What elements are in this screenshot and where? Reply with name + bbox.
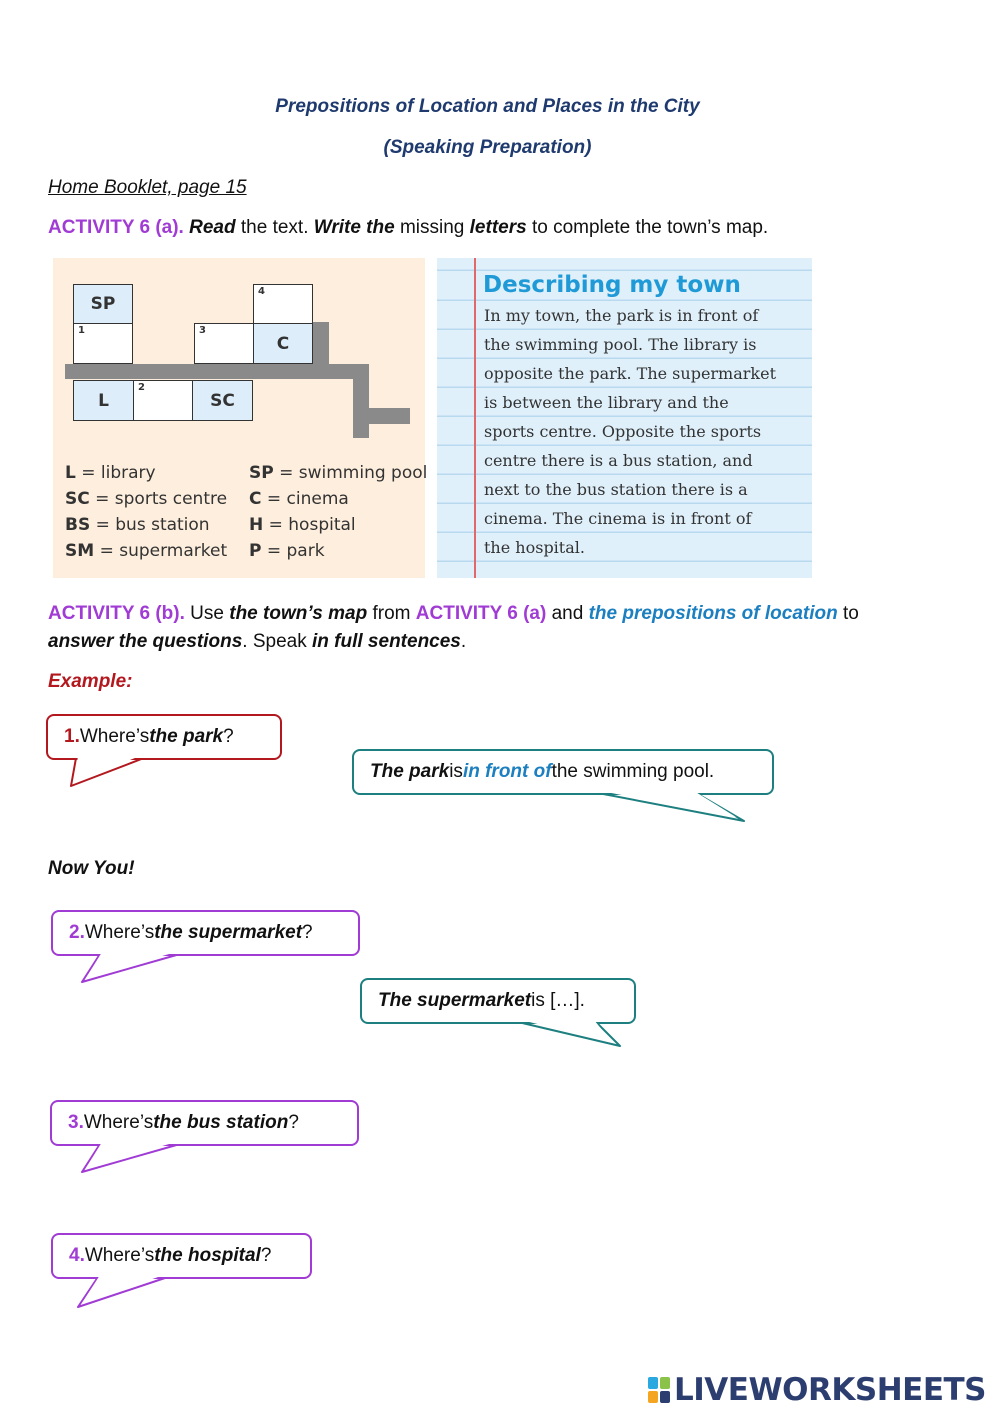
page-subtitle: (Speaking Preparation) <box>383 137 592 158</box>
liveworksheets-logo-text: LIVEWORKSHEETS <box>674 1372 986 1408</box>
map-box-1[interactable]: 1 <box>73 323 133 364</box>
notebook-line: is between the library and the <box>484 393 729 412</box>
map-road-connector <box>313 322 329 367</box>
notebook-title: Describing my town <box>483 272 741 298</box>
notebook-margin-line <box>474 258 476 578</box>
instr-write: Write the <box>313 217 395 238</box>
legend-h: H = hospital <box>249 515 356 535</box>
a2-bubble: The supermarket is […]. <box>360 978 636 1024</box>
map-box-3[interactable]: 3 <box>194 323 254 364</box>
a1-tail-overlay <box>596 791 756 825</box>
map-road-branch <box>353 408 410 424</box>
a2-tail-overlay <box>516 1020 626 1050</box>
activity-b-instructions-line2: answer the questions. Speak in full sentences. <box>48 631 467 652</box>
q1-bubble: 1. Where’s the park ? <box>46 714 282 760</box>
liveworksheets-logo <box>648 1372 986 1408</box>
map-box-2[interactable]: 2 <box>133 380 193 421</box>
notebook-line: the hospital. <box>484 538 585 557</box>
legend-p: P = park <box>249 541 325 561</box>
booklet-reference <box>48 177 247 199</box>
example-label: Example: <box>48 671 133 692</box>
notebook-line: centre there is a bus station, and <box>484 451 753 470</box>
map-box-4[interactable]: 4 <box>253 284 313 324</box>
notebook-line: sports centre. Opposite the sports <box>484 422 762 441</box>
q2-tail-overlay <box>80 952 190 988</box>
notebook-text <box>437 258 812 578</box>
instr-read: Read <box>189 217 236 238</box>
booklet-text: Home Booklet, page 15 <box>48 177 247 198</box>
legend-l: L = library <box>65 463 156 483</box>
activity-a-instructions <box>48 217 768 239</box>
q2-bubble: 2. Where’s the supermarket ? <box>51 910 360 956</box>
legend-sm: SM = supermarket <box>65 541 228 561</box>
map-box-sports-centre: SC <box>192 380 253 421</box>
instr-text-1: the text. <box>235 217 314 238</box>
map-box-library: L <box>73 380 134 421</box>
notebook-line: the swimming pool. The library is <box>484 335 757 354</box>
activity-b-label: ACTIVITY 6 (b). <box>48 603 185 624</box>
activity-b-instructions-line1: ACTIVITY 6 (b). Use the town’s map from ACTIVITY 6 (a) and the prepositions of location to <box>48 603 859 624</box>
map-box-cinema: C <box>253 323 313 364</box>
instr-text-2: missing <box>394 217 470 238</box>
map-box-swimming-pool: SP <box>73 284 133 324</box>
page-title: Prepositions of Location and Places in the City <box>275 96 700 117</box>
notebook-line: cinema. The cinema is in front of <box>484 509 752 528</box>
q4-bubble: 4. Where’s the hospital ? <box>51 1233 312 1279</box>
town-map <box>53 258 428 578</box>
notebook-line: next to the bus station there is a <box>484 480 748 499</box>
legend-bs: BS = bus station <box>65 515 210 535</box>
activity-a-label: ACTIVITY 6 (a). <box>48 217 184 238</box>
activity-a-reference: ACTIVITY 6 (a) <box>415 603 547 624</box>
instr-letters: letters <box>469 217 527 238</box>
legend-sp: SP = swimming pool <box>249 463 428 483</box>
q4-tail-overlay <box>76 1275 176 1311</box>
q1-tail-overlay <box>66 756 156 792</box>
a1-bubble: The park is in front of the swimming pool. <box>352 749 774 795</box>
q3-bubble: 3. Where’s the bus station ? <box>50 1100 359 1146</box>
liveworksheets-logo-icon <box>648 1377 670 1403</box>
notebook-line: opposite the park. The supermarket <box>484 364 777 383</box>
map-road-vertical <box>353 364 369 438</box>
notebook-line: In my town, the park is in front of <box>484 306 759 325</box>
q3-tail-overlay <box>80 1142 190 1176</box>
legend-c: C = cinema <box>249 489 349 509</box>
instr-text-3: to complete the town’s map. <box>526 217 769 238</box>
now-you-label: Now You! <box>48 858 135 879</box>
legend-sc: SC = sports centre <box>65 489 228 509</box>
